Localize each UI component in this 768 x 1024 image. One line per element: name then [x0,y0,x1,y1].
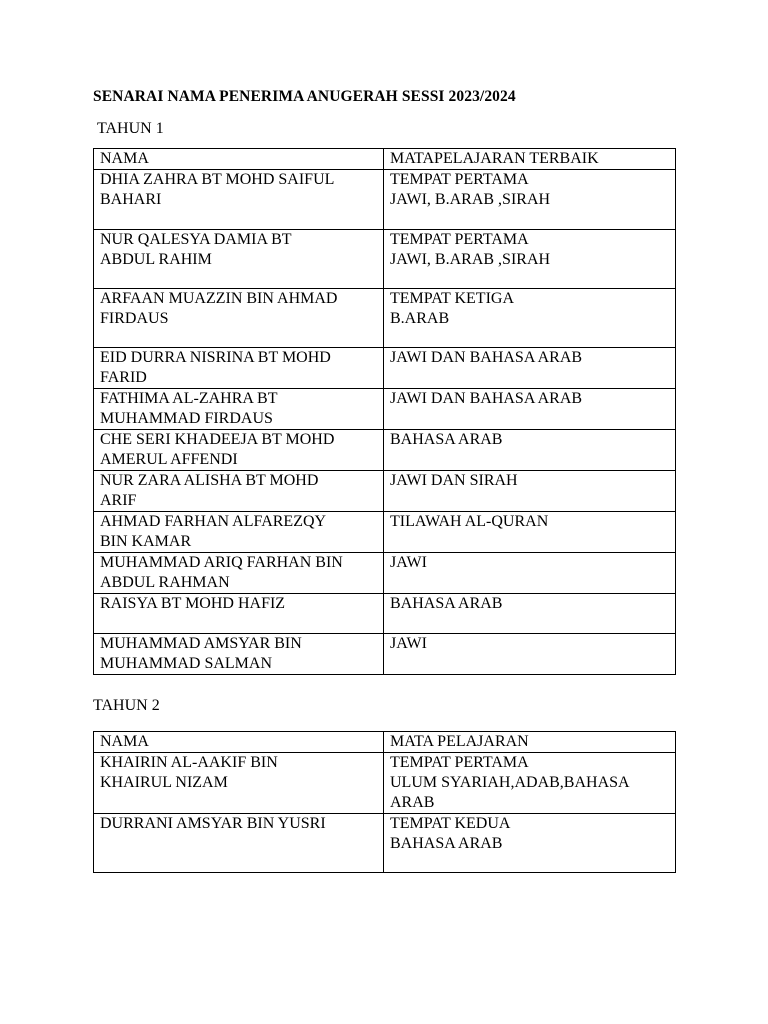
subject-line: BAHASA ARAB [390,431,503,448]
section-label-tahun-2: TAHUN 2 [93,697,160,714]
column-header-subject: MATAPELAJARAN TERBAIK [384,149,676,170]
student-name-line: NUR ZARA ALISHA BT MOHD [100,472,319,489]
student-name-cell [94,753,384,814]
subject-line: TILAWAH AL-QURAN [390,513,549,530]
subject-line: TEMPAT KETIGA [390,290,515,307]
subject-cell [384,634,676,675]
student-name-cell [94,553,384,594]
student-name-line: DURRANI AMSYAR BIN YUSRI [100,815,326,832]
student-name-cell [94,512,384,553]
student-name-line: KHAIRUL NIZAM [100,774,228,791]
student-name-cell [94,389,384,430]
student-name-line: AHMAD FARHAN ALFAREZQY [100,513,327,530]
subject-cell [384,170,676,230]
subject-cell [384,512,676,553]
student-name-line: DHIA ZAHRA BT MOHD SAIFUL [100,171,335,188]
subject-cell [384,230,676,289]
subject-cell [384,289,676,348]
student-name-cell [94,430,384,471]
student-name-line: BIN KAMAR [100,533,192,550]
table-row [94,471,676,512]
table-row [94,814,676,873]
student-name-line: BAHARI [100,191,162,208]
subject-line: JAWI, B.ARAB ,SIRAH [390,191,551,208]
document-title: SENARAI NAMA PENERIMA ANUGERAH SESSI 2023/2024 [93,88,516,105]
subject-line: B.ARAB [390,310,450,327]
student-name-line: ARFAAN MUAZZIN BIN AHMAD [100,290,338,307]
subject-line: JAWI [390,635,427,652]
table-row [94,512,676,553]
student-name-line: AMERUL AFFENDI [100,451,238,468]
student-name-line: FIRDAUS [100,310,169,327]
student-name-line: MUHAMMAD ARIQ FARHAN BIN [100,554,343,571]
subject-line: JAWI, B.ARAB ,SIRAH [390,251,551,268]
student-name-cell [94,348,384,389]
student-name-cell [94,471,384,512]
subject-line: JAWI [390,554,427,571]
subject-line: JAWI DAN SIRAH [390,472,518,489]
student-name-line: CHE SERI KHADEEJA BT MOHD [100,431,335,448]
column-header-nama: NAMA [94,149,384,170]
subject-line: ARAB [390,794,435,811]
student-name-line: ARIF [100,492,137,509]
subject-line: JAWI DAN BAHASA ARAB [390,349,583,366]
subject-line: BAHASA ARAB [390,595,503,612]
table-header-row [94,732,676,753]
student-name-cell [94,814,384,873]
student-name-line: FATHIMA AL-ZAHRA BT [100,390,278,407]
subject-line: TEMPAT PERTAMA [390,231,529,248]
student-name-line: EID DURRA NISRINA BT MOHD [100,349,331,366]
student-name-line: MUHAMMAD FIRDAUS [100,410,273,427]
student-name-cell [94,230,384,289]
table-row [94,594,676,634]
table-row [94,634,676,675]
student-name-cell [94,634,384,675]
student-name-line: ABDUL RAHMAN [100,574,230,591]
student-name-line: NUR QALESYA DAMIA BT [100,231,292,248]
subject-cell [384,471,676,512]
student-name-line: FARID [100,369,147,386]
student-name-line: RAISYA BT MOHD HAFIZ [100,595,286,612]
subject-line: TEMPAT PERTAMA [390,171,529,188]
table-row [94,348,676,389]
subject-line: TEMPAT PERTAMA [390,754,529,771]
column-header-subject: MATA PELAJARAN [384,732,676,753]
section-label-tahun-1: TAHUN 1 [97,120,164,137]
subject-cell [384,753,676,814]
subject-line: BAHASA ARAB [390,835,503,852]
student-name-line: MUHAMMAD SALMAN [100,655,273,672]
awards-table-tahun-2 [93,731,676,873]
subject-cell [384,814,676,873]
student-name-cell [94,170,384,230]
subject-cell [384,389,676,430]
subject-cell [384,594,676,634]
column-header-nama: NAMA [94,732,384,753]
student-name-line: KHAIRIN AL-AAKIF BIN [100,754,278,771]
subject-cell [384,430,676,471]
subject-line: TEMPAT KEDUA [390,815,511,832]
table-row [94,230,676,289]
subject-line: ULUM SYARIAH,ADAB,BAHASA [390,774,630,791]
table-row [94,289,676,348]
subject-line: JAWI DAN BAHASA ARAB [390,390,583,407]
subject-cell [384,553,676,594]
table-row [94,389,676,430]
table-row [94,430,676,471]
student-name-cell [94,289,384,348]
table-row [94,170,676,230]
table-header-row [94,149,676,170]
awards-table-tahun-1 [93,148,676,675]
student-name-line: ABDUL RAHIM [100,251,212,268]
student-name-cell [94,594,384,634]
table-row [94,553,676,594]
subject-cell [384,348,676,389]
table-row [94,753,676,814]
student-name-line: MUHAMMAD AMSYAR BIN [100,635,302,652]
